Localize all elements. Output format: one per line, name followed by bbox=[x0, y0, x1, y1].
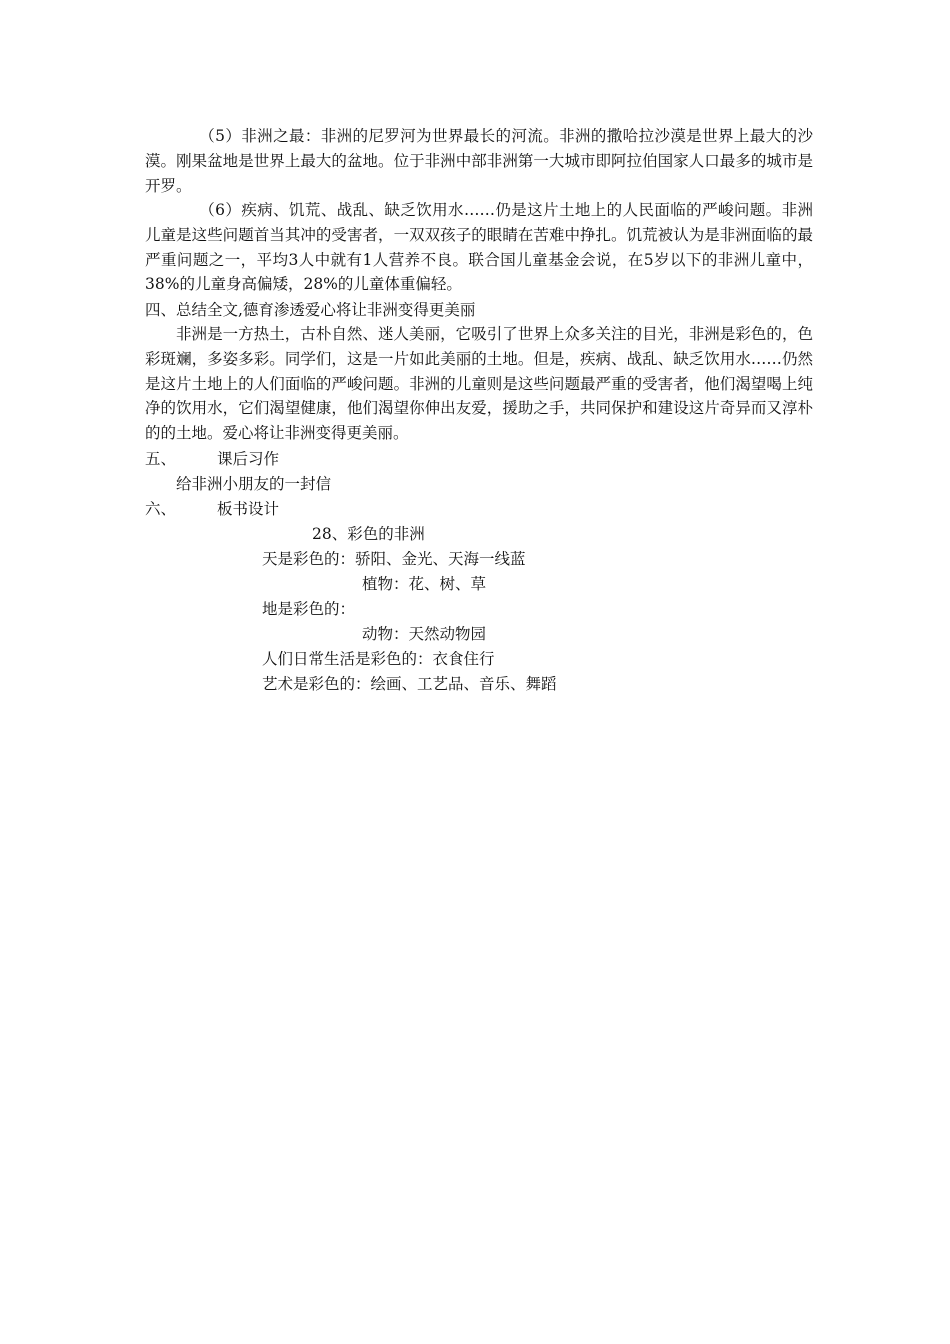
board-line-life: 人们日常生活是彩色的：衣食住行 bbox=[262, 650, 495, 668]
board-line-animals: 动物：天然动物园 bbox=[362, 625, 487, 643]
board-line-land: 地是彩色的： bbox=[262, 600, 356, 618]
item-5-text: （5）非洲之最：非洲的尼罗河为世界最长的河流。非洲的撒哈拉沙漠是世界上最大的沙漠。刚果盆地是世界上最大的盆地。位于非洲中部非洲第一大城市即阿拉伯国家人口最多的城市是开罗。 bbox=[145, 127, 813, 195]
homework-text: 给非洲小朋友的一封信 bbox=[176, 475, 332, 493]
item-6-paragraph bbox=[145, 198, 813, 297]
section-4-heading: 四、总结全文,德育渗透爱心将让非洲变得更美丽 bbox=[145, 301, 476, 319]
summary-paragraph bbox=[145, 322, 813, 446]
item-6-text: （6）疾病、饥荒、战乱、缺乏饮用水……仍是这片土地上的人民面临的严峻问题。非洲儿童是这些问题首当其冲的受害者，一双双孩子的眼睛在苦难中挣扎。饥荒被认为是非洲面临的最严重问题之一，平均3人中就有1人营养不良。联合国儿童基金会说，在5岁以下的非洲儿童中，38%的儿童身高偏矮，28%的儿童体重偏轻。 bbox=[145, 201, 813, 294]
board-line-art: 艺术是彩色的：绘画、工艺品、音乐、舞蹈 bbox=[262, 675, 557, 693]
item-5-paragraph bbox=[145, 124, 813, 198]
board-line-plants: 植物：花、树、草 bbox=[362, 575, 487, 593]
board-title: 28、彩色的非洲 bbox=[312, 525, 425, 543]
section-6-number: 六、 bbox=[145, 500, 177, 518]
section-6-heading bbox=[145, 497, 279, 521]
board-line-sky: 天是彩色的：骄阳、金光、天海一线蓝 bbox=[262, 550, 526, 568]
section-5-heading bbox=[145, 447, 279, 471]
section-5-title: 课后习作 bbox=[217, 450, 280, 468]
summary-text: 非洲是一方热土，古朴自然、迷人美丽，它吸引了世界上众多关注的目光，非洲是彩色的，色彩斑斓，多姿多彩。同学们，这是一片如此美丽的土地。但是，疾病、战乱、缺乏饮用水……仍然是这片土地上的人们面临的严峻问题。非洲的儿童则是这些问题最严重的受害者，他们渴望喝上纯净的饮用水，它们渴望健康，他们渴望你伸出友爱，援助之手，共同保护和建设这片奇异而又淳朴的的土地。爱心将让非洲变得更美丽。 bbox=[145, 325, 813, 443]
section-6-title: 板书设计 bbox=[217, 500, 280, 518]
section-5-number: 五、 bbox=[145, 450, 177, 468]
